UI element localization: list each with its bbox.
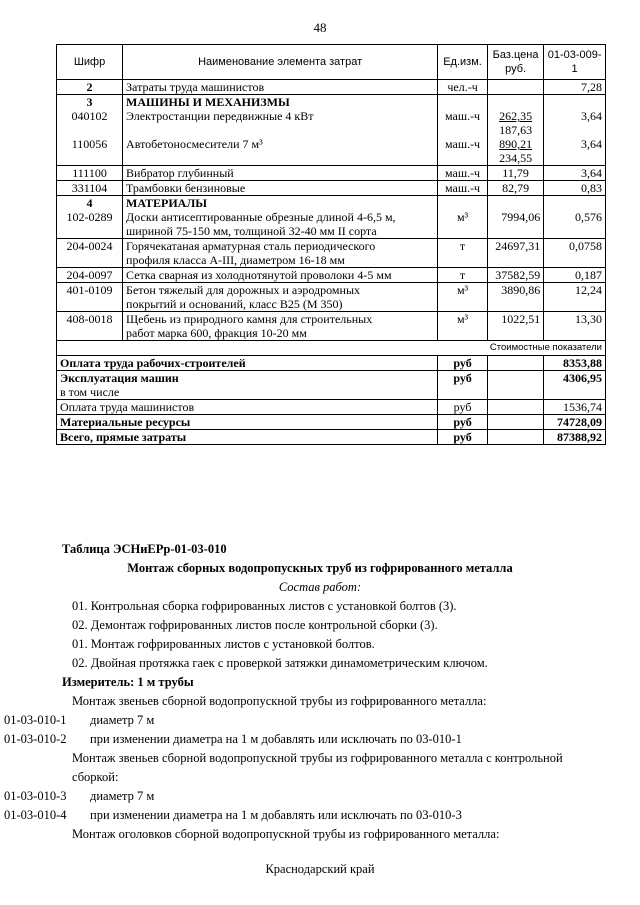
group-title: Монтаж звеньев сборной водопропускной трубы из гофрированного металла с контрольной bbox=[72, 751, 563, 765]
table-header-row bbox=[57, 45, 606, 80]
header-code: Шифр bbox=[57, 45, 123, 80]
summary-label: Материальные ресурсы bbox=[57, 415, 438, 430]
row-code: 204-0024 bbox=[57, 239, 123, 268]
row-code: 2 bbox=[57, 80, 123, 95]
row-unit: маш.-ч bbox=[438, 137, 488, 166]
summary-row bbox=[57, 385, 606, 400]
row-name: Затраты труда машинистов bbox=[123, 80, 438, 95]
table-title: Таблица ЭСНиЕРр-01-03-010 bbox=[62, 542, 227, 556]
row-name: Сетка сварная из холоднотянутой проволоки 4-5 мм bbox=[123, 268, 438, 283]
summary-row bbox=[57, 430, 606, 445]
work-item: 01. Монтаж гофрированных листов с установкой болтов. bbox=[72, 637, 375, 651]
summary-row bbox=[57, 371, 606, 386]
row-name: Доски антисептированные обрезные длиной 4-6,5 м, шириной 75-150 мм, толщиной 32-40 мм II сорта bbox=[123, 210, 438, 239]
summary-value: 1536,74 bbox=[544, 400, 606, 415]
price-main: 890,21 bbox=[499, 137, 533, 151]
table-row bbox=[57, 109, 606, 137]
price-secondary: 187,63 bbox=[499, 123, 533, 137]
header-unit: Ед.изм. bbox=[438, 45, 488, 80]
summary-row bbox=[57, 400, 606, 415]
summary-value: 8353,88 bbox=[544, 356, 606, 371]
row-unit: чел.-ч bbox=[438, 80, 488, 95]
table-row bbox=[57, 210, 606, 239]
row-unit: т bbox=[438, 239, 488, 268]
summary-unit: руб bbox=[438, 371, 488, 386]
work-item: 02. Двойная протяжка гаек с проверкой затяжки динамометрическим ключом. bbox=[72, 656, 488, 670]
summary-value: 4306,95 bbox=[544, 371, 606, 386]
section-row-machines bbox=[57, 95, 606, 110]
row-code: 204-0097 bbox=[57, 268, 123, 283]
row-price: 82,79 bbox=[487, 181, 543, 196]
section-code: 4 bbox=[57, 196, 123, 211]
section-heading: Монтаж сборных водопропускных труб из гофрированного металла bbox=[127, 561, 513, 575]
summary-row bbox=[57, 356, 606, 371]
header-base-price: Баз.цена руб. bbox=[487, 45, 543, 80]
rate-text: при изменении диаметра на 1 м добавлять или исключать по 03-010-1 bbox=[90, 732, 462, 746]
row-value: 3,64 bbox=[544, 137, 606, 166]
row-value: 7,28 bbox=[544, 80, 606, 95]
rate-text: диаметр 7 м bbox=[90, 713, 155, 727]
row-code: 110056 bbox=[57, 137, 123, 166]
row-name: Бетон тяжелый для дорожных и аэродромных покрытий и оснований, класс В25 (М 350) bbox=[123, 283, 438, 312]
work-item: 01. Контрольная сборка гофрированных листов с установкой болтов (3). bbox=[72, 599, 457, 613]
rate-code: 01-03-010-1 bbox=[4, 713, 67, 727]
section-row-materials bbox=[57, 196, 606, 211]
row-value: 3,64 bbox=[544, 109, 606, 137]
row-name: Щебень из природного камня для строительных работ марка 600, фракция 10-20 мм bbox=[123, 312, 438, 341]
summary-label: Эксплуатация машин bbox=[57, 371, 438, 386]
row-code: 408-0018 bbox=[57, 312, 123, 341]
row-value: 0,83 bbox=[544, 181, 606, 196]
table-row bbox=[57, 137, 606, 166]
summary-unit: руб bbox=[438, 415, 488, 430]
row-name: Трамбовки бензиновые bbox=[123, 181, 438, 196]
row-price: 3890,86 bbox=[487, 283, 543, 312]
rate-code: 01-03-010-2 bbox=[4, 732, 67, 746]
work-item: 02. Демонтаж гофрированных листов после контрольной сборки (3). bbox=[72, 618, 438, 632]
summary-value: 74728,09 bbox=[544, 415, 606, 430]
row-code: 331104 bbox=[57, 181, 123, 196]
row-value: 0,0758 bbox=[544, 239, 606, 268]
row-name: Электростанции передвижные 4 кВт bbox=[123, 109, 438, 137]
summary-value: 87388,92 bbox=[544, 430, 606, 445]
table-row bbox=[57, 166, 606, 181]
table-row bbox=[57, 80, 606, 95]
estimate-table bbox=[56, 44, 606, 445]
group-title: Монтаж звеньев сборной водопропускной трубы из гофрированного металла: bbox=[72, 694, 487, 708]
section-title: МАТЕРИАЛЫ bbox=[123, 196, 438, 211]
cost-indicators-label: Стоимостные показатели bbox=[57, 341, 606, 356]
row-unit: м³ bbox=[438, 283, 488, 312]
row-name: Автобетоносмесители 7 м³ bbox=[123, 137, 438, 166]
row-unit: маш.-ч bbox=[438, 109, 488, 137]
summary-unit: руб bbox=[438, 400, 488, 415]
group-title-cont: сборкой: bbox=[72, 770, 119, 784]
row-name: Горячекатаная арматурная сталь периодического профиля класса А-III, диаметром 16-18 мм bbox=[123, 239, 438, 268]
row-price: 37582,59 bbox=[487, 268, 543, 283]
row-value: 0,187 bbox=[544, 268, 606, 283]
row-unit: маш.-ч bbox=[438, 166, 488, 181]
summary-label: в том числе bbox=[57, 385, 438, 400]
rate-code: 01-03-010-3 bbox=[4, 789, 67, 803]
row-price bbox=[487, 137, 543, 166]
header-rate: 01-03-009-1 bbox=[544, 45, 606, 80]
summary-label: Оплата труда машинистов bbox=[57, 400, 438, 415]
cost-indicators-row bbox=[57, 341, 606, 356]
table-row bbox=[57, 312, 606, 341]
rate-code: 01-03-010-4 bbox=[4, 808, 67, 822]
row-unit: т bbox=[438, 268, 488, 283]
row-unit: маш.-ч bbox=[438, 181, 488, 196]
summary-unit: руб bbox=[438, 356, 488, 371]
row-price: 1022,51 bbox=[487, 312, 543, 341]
row-name: Вибратор глубинный bbox=[123, 166, 438, 181]
rate-text: при изменении диаметра на 1 м добавлять или исключать по 03-010-3 bbox=[90, 808, 462, 822]
table-row bbox=[57, 239, 606, 268]
row-value: 0,576 bbox=[544, 210, 606, 239]
row-price bbox=[487, 109, 543, 137]
page-number: 48 bbox=[313, 20, 327, 35]
section-code: 3 bbox=[57, 95, 123, 110]
row-code: 111100 bbox=[57, 166, 123, 181]
price-main: 262,35 bbox=[499, 109, 533, 123]
row-value: 3,64 bbox=[544, 166, 606, 181]
composition-title: Состав работ: bbox=[278, 580, 362, 594]
row-price bbox=[487, 80, 543, 95]
page-footer: Краснодарский край bbox=[265, 862, 375, 876]
row-code: 040102 bbox=[57, 109, 123, 137]
row-unit: м³ bbox=[438, 210, 488, 239]
rate-text: диаметр 7 м bbox=[90, 789, 155, 803]
row-value: 12,24 bbox=[544, 283, 606, 312]
table-row bbox=[57, 268, 606, 283]
row-price: 11,79 bbox=[487, 166, 543, 181]
table-row bbox=[57, 283, 606, 312]
row-code: 401-0109 bbox=[57, 283, 123, 312]
row-code: 102-0289 bbox=[57, 210, 123, 239]
row-price: 24697,31 bbox=[487, 239, 543, 268]
row-price: 7994,06 bbox=[487, 210, 543, 239]
table-row bbox=[57, 181, 606, 196]
meter-line: Измеритель: 1 м трубы bbox=[62, 675, 194, 689]
row-value: 13,30 bbox=[544, 312, 606, 341]
summary-row bbox=[57, 415, 606, 430]
header-name: Наименование элемента затрат bbox=[123, 45, 438, 80]
summary-label: Оплата труда рабочих-строителей bbox=[57, 356, 438, 371]
summary-label: Всего, прямые затраты bbox=[57, 430, 438, 445]
group-title: Монтаж оголовков сборной водопропускной трубы из гофрированного металла: bbox=[72, 827, 500, 841]
summary-unit: руб bbox=[438, 430, 488, 445]
row-unit: м³ bbox=[438, 312, 488, 341]
section-title: МАШИНЫ И МЕХАНИЗМЫ bbox=[123, 95, 438, 110]
price-secondary: 234,55 bbox=[499, 151, 533, 165]
